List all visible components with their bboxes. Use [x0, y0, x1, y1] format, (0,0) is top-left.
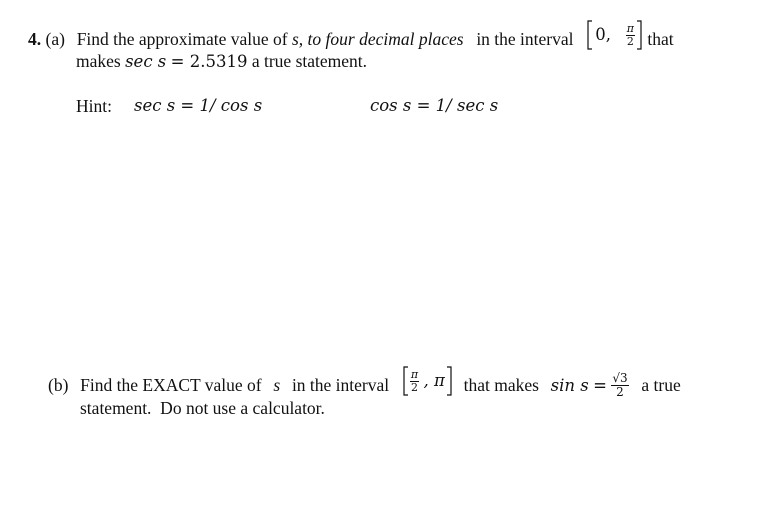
part-a-line-2-text-2: a true statement.	[251, 51, 368, 71]
interval-left-value: 0,	[595, 25, 612, 44]
part-b-variable: s	[273, 375, 281, 396]
hint-identity-1: sec s = 1/ cos s	[134, 96, 263, 115]
part-a-interval	[586, 20, 643, 50]
left-bracket-icon	[586, 20, 594, 50]
part-a-text-3: in the interval	[476, 29, 574, 50]
part-b-line-2: statement. Do not use a calculator.	[80, 398, 325, 418]
left-bracket-icon	[402, 366, 410, 396]
right-bracket-icon	[445, 366, 453, 396]
part-a-variable: s,	[291, 29, 304, 50]
fraction-numerator: π	[626, 21, 634, 35]
part-b-text-3: that makes	[463, 375, 539, 396]
fraction-numerator: √3	[612, 370, 628, 385]
right-bracket-icon	[635, 20, 643, 50]
part-a-text-1: Find the approximate value of	[76, 29, 288, 50]
part-b-label: (b)	[48, 375, 69, 396]
part-a-line-2	[76, 53, 367, 71]
part-a-equation-value: = 2.5319	[170, 52, 248, 71]
fraction-denominator: 2	[626, 34, 634, 48]
problem-number: 4.	[28, 29, 42, 50]
interval-fraction	[410, 369, 419, 393]
hint-label: Hint:	[76, 96, 112, 116]
part-b-text-4: a true	[641, 375, 681, 396]
hint-identity-2: cos s = 1/ sec s	[370, 96, 499, 115]
part-b-equals: =	[593, 376, 607, 396]
part-b-interval	[402, 366, 453, 396]
part-b-text-2: in the interval	[291, 375, 390, 396]
part-a-text-4: that	[647, 29, 674, 50]
part-a-sec-s: sec s	[125, 52, 167, 71]
fraction-numerator: π	[410, 367, 419, 381]
part-b-fraction	[611, 372, 628, 398]
part-a-label: (a)	[45, 29, 65, 50]
part-b-sin-s: sin s	[550, 376, 589, 396]
part-a-line-2-text-1: makes	[76, 51, 121, 71]
fraction-denominator: 2	[616, 384, 624, 399]
interval-right-value: , π	[423, 371, 445, 390]
interval-fraction	[626, 23, 635, 47]
part-b-text-1: Find the EXACT value of	[80, 375, 262, 396]
fraction-denominator: 2	[411, 380, 418, 394]
part-a-emphasis: to four decimal places	[307, 29, 464, 50]
